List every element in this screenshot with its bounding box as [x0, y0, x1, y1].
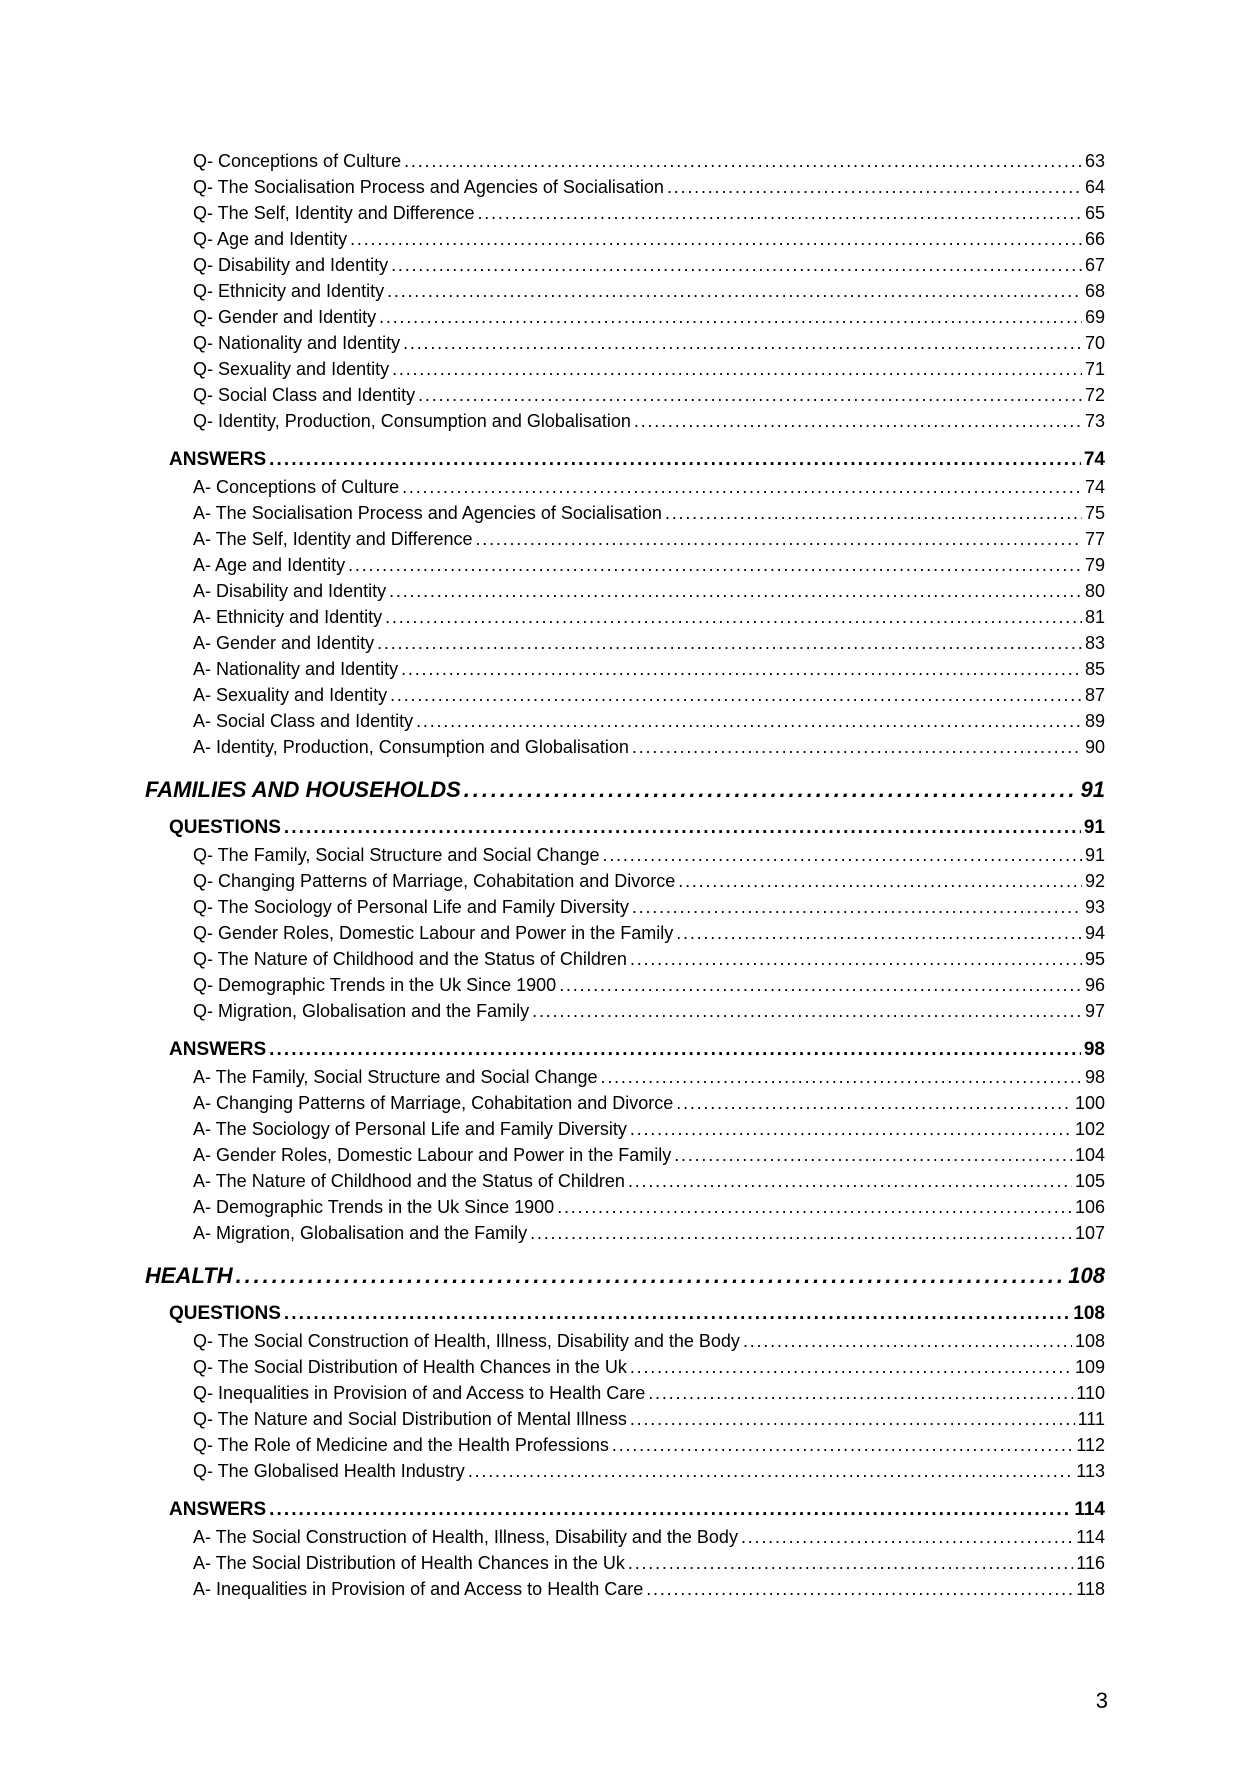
toc-page-number: 108	[1068, 1263, 1105, 1288]
toc-entry[interactable]	[145, 1328, 1105, 1354]
toc-title: Q- The Socialisation Process and Agencies of Socialisation	[193, 177, 664, 197]
toc-entry[interactable]	[145, 998, 1105, 1024]
toc-section-heading[interactable]	[145, 446, 1105, 474]
dot-leader	[389, 578, 1082, 604]
toc-title: A- Inequalities in Provision of and Access to Health Care	[193, 1579, 644, 1599]
dot-leader	[392, 356, 1082, 382]
dot-leader	[464, 774, 1078, 806]
toc-page-number: 68	[1084, 281, 1105, 301]
toc-section-heading[interactable]	[145, 1300, 1105, 1328]
toc-page-number: 98	[1084, 1067, 1105, 1087]
toc-page-number: 114	[1074, 1499, 1105, 1520]
toc-entry[interactable]	[145, 304, 1105, 330]
toc-entry[interactable]	[145, 278, 1105, 304]
toc-page-number: 110	[1076, 1383, 1105, 1403]
dot-leader	[403, 330, 1082, 356]
toc-title: A- Age and Identity	[193, 555, 346, 575]
dot-leader	[743, 1328, 1072, 1354]
toc-page-number: 64	[1084, 177, 1105, 197]
dot-leader	[269, 1036, 1081, 1064]
toc-title: Q- Identity, Production, Consumption and Globalisation	[193, 411, 631, 431]
dot-leader	[634, 408, 1082, 434]
toc-page-number: 66	[1084, 229, 1105, 249]
toc-page-number: 116	[1076, 1553, 1105, 1573]
dot-leader	[269, 1496, 1071, 1524]
toc-section-heading[interactable]	[145, 814, 1105, 842]
dot-leader	[478, 200, 1082, 226]
toc-title: A- Migration, Globalisation and the Family	[193, 1223, 528, 1243]
dot-leader	[678, 868, 1082, 894]
dot-leader	[404, 148, 1082, 174]
toc-entry[interactable]	[145, 526, 1105, 552]
dot-leader	[468, 1458, 1073, 1484]
toc-page-number: 106	[1074, 1197, 1105, 1217]
toc-page-number: 75	[1084, 503, 1105, 523]
toc-title: A- Conceptions of Culture	[193, 477, 400, 497]
dot-leader	[630, 1116, 1072, 1142]
toc-entry[interactable]	[145, 946, 1105, 972]
dot-leader	[630, 1406, 1075, 1432]
toc-section-heading[interactable]	[145, 1496, 1105, 1524]
toc-entry[interactable]	[145, 842, 1105, 868]
toc-page-number: 105	[1074, 1171, 1105, 1191]
toc-entry[interactable]	[145, 734, 1105, 760]
toc-title: A- Identity, Production, Consumption and Globalisation	[193, 737, 629, 757]
toc-title: Q- The Nature and Social Distribution of Mental Illness	[193, 1409, 627, 1429]
toc-page-number: 107	[1074, 1223, 1105, 1243]
dot-leader	[630, 1354, 1072, 1380]
toc-entry[interactable]	[145, 148, 1105, 174]
toc-title: FAMILIES AND HOUSEHOLDS	[145, 777, 461, 802]
toc-page-number: 113	[1076, 1461, 1105, 1481]
toc-entry[interactable]	[145, 894, 1105, 920]
dot-leader	[665, 500, 1082, 526]
toc-title: Q- Gender and Identity	[193, 307, 377, 327]
toc-page-number: 63	[1084, 151, 1105, 171]
dot-leader	[390, 682, 1082, 708]
toc-page-number: 77	[1084, 529, 1105, 549]
toc-page-number: 94	[1084, 923, 1105, 943]
toc-entry[interactable]	[145, 552, 1105, 578]
toc-title: QUESTIONS	[169, 817, 281, 838]
toc-page-number: 80	[1084, 581, 1105, 601]
dot-leader	[676, 1090, 1072, 1116]
toc-page-number: 83	[1084, 633, 1105, 653]
toc-entry[interactable]	[145, 1432, 1105, 1458]
toc-title: Q- The Social Construction of Health, Illness, Disability and the Body	[193, 1331, 740, 1351]
toc-entry[interactable]	[145, 1380, 1105, 1406]
dot-leader	[601, 1064, 1082, 1090]
toc-entry[interactable]	[145, 1458, 1105, 1484]
dot-leader	[418, 382, 1082, 408]
toc-title: Q- Demographic Trends in the Uk Since 1900	[193, 975, 557, 995]
toc-title: Q- Ethnicity and Identity	[193, 281, 385, 301]
dot-leader	[284, 814, 1081, 842]
toc-entry[interactable]	[145, 578, 1105, 604]
dot-leader	[385, 604, 1082, 630]
toc-page-number: 85	[1084, 659, 1105, 679]
dot-leader	[603, 842, 1082, 868]
toc-page-number: 81	[1084, 607, 1105, 627]
toc-page-number: 100	[1074, 1093, 1105, 1113]
dot-leader	[387, 278, 1082, 304]
toc-title: Q- Sexuality and Identity	[193, 359, 390, 379]
toc-page-number: 67	[1084, 255, 1105, 275]
dot-leader	[674, 1142, 1072, 1168]
toc-entry[interactable]	[145, 682, 1105, 708]
toc-entry[interactable]	[145, 1354, 1105, 1380]
toc-title: Q- The Globalised Health Industry	[193, 1461, 465, 1481]
toc-entry[interactable]	[145, 972, 1105, 998]
toc-title: Q- The Sociology of Personal Life and Family Diversity	[193, 897, 629, 917]
toc-entry[interactable]	[145, 356, 1105, 382]
toc-entry[interactable]	[145, 1550, 1105, 1576]
toc-page-number: 90	[1084, 737, 1105, 757]
toc-page-number: 102	[1074, 1119, 1105, 1139]
toc-page-number: 97	[1084, 1001, 1105, 1021]
toc-page-number: 65	[1084, 203, 1105, 223]
toc-title: A- The Self, Identity and Difference	[193, 529, 473, 549]
toc-entry[interactable]	[145, 920, 1105, 946]
toc-title: Q- Changing Patterns of Marriage, Cohabitation and Divorce	[193, 871, 676, 891]
toc-title: Q- The Social Distribution of Health Chances in the Uk	[193, 1357, 627, 1377]
toc-entry[interactable]	[145, 604, 1105, 630]
toc-entry[interactable]	[145, 474, 1105, 500]
dot-leader	[632, 734, 1082, 760]
dot-leader	[236, 1260, 1066, 1292]
toc-title: A- Changing Patterns of Marriage, Cohabitation and Divorce	[193, 1093, 674, 1113]
toc-page-number: 108	[1073, 1303, 1105, 1324]
toc-title: A- Gender Roles, Domestic Labour and Power in the Family	[193, 1145, 672, 1165]
toc-title: A- Demographic Trends in the Uk Since 1900	[193, 1197, 555, 1217]
dot-leader	[350, 226, 1082, 252]
toc-chapter-heading[interactable]	[145, 1260, 1105, 1292]
dot-leader	[741, 1524, 1073, 1550]
toc-page-number: 91	[1083, 817, 1105, 838]
toc-title: A- Gender and Identity	[193, 633, 375, 653]
dot-leader	[391, 252, 1082, 278]
toc-page-number: 71	[1084, 359, 1105, 379]
toc-page-number: 87	[1084, 685, 1105, 705]
toc-section-heading[interactable]	[145, 1036, 1105, 1064]
toc-entry[interactable]	[145, 1406, 1105, 1432]
table-of-contents	[145, 148, 1105, 1602]
toc-entry[interactable]	[145, 226, 1105, 252]
toc-page-number: 112	[1076, 1435, 1105, 1455]
toc-page-number: 73	[1084, 411, 1105, 431]
toc-page-number: 91	[1084, 845, 1105, 865]
dot-leader	[379, 304, 1082, 330]
dot-leader	[557, 1194, 1072, 1220]
toc-entry[interactable]	[145, 1090, 1105, 1116]
toc-title: A- Social Class and Identity	[193, 711, 414, 731]
toc-entry[interactable]	[145, 708, 1105, 734]
toc-title: A- The Family, Social Structure and Social Change	[193, 1067, 598, 1087]
toc-page-number: 72	[1084, 385, 1105, 405]
dot-leader	[612, 1432, 1073, 1458]
toc-title: Q- The Nature of Childhood and the Status of Children	[193, 949, 627, 969]
toc-entry[interactable]	[145, 1064, 1105, 1090]
dot-leader	[530, 1220, 1072, 1246]
toc-entry[interactable]	[145, 174, 1105, 200]
toc-title: Q- Nationality and Identity	[193, 333, 401, 353]
toc-title: Q- Age and Identity	[193, 229, 348, 249]
toc-entry[interactable]	[145, 1168, 1105, 1194]
toc-page-number: 93	[1084, 897, 1105, 917]
toc-title: Q- Disability and Identity	[193, 255, 389, 275]
toc-entry[interactable]	[145, 1116, 1105, 1142]
toc-page-number: 104	[1074, 1145, 1105, 1165]
toc-page-number: 114	[1076, 1527, 1105, 1547]
toc-title: Q- Migration, Globalisation and the Family	[193, 1001, 530, 1021]
toc-title: Q- The Role of Medicine and the Health Professions	[193, 1435, 609, 1455]
toc-page-number: 70	[1084, 333, 1105, 353]
toc-chapter-heading[interactable]	[145, 774, 1105, 806]
page-number: 3	[1095, 1688, 1108, 1713]
toc-title: Q- Inequalities in Provision of and Access to Health Care	[193, 1383, 646, 1403]
toc-page-number: 98	[1083, 1039, 1105, 1060]
toc-page-number: 74	[1084, 477, 1105, 497]
dot-leader	[628, 1168, 1072, 1194]
toc-entry[interactable]	[145, 1576, 1105, 1602]
toc-title: Q- Social Class and Identity	[193, 385, 416, 405]
toc-page-number: 95	[1084, 949, 1105, 969]
toc-title: A- Ethnicity and Identity	[193, 607, 383, 627]
dot-leader	[476, 526, 1082, 552]
toc-entry[interactable]	[145, 252, 1105, 278]
toc-title: Q- The Family, Social Structure and Social Change	[193, 845, 600, 865]
toc-title: ANSWERS	[169, 1499, 267, 1520]
toc-page-number: 89	[1084, 711, 1105, 731]
toc-title: A- The Social Distribution of Health Chances in the Uk	[193, 1553, 625, 1573]
toc-title: A- The Social Construction of Health, Illness, Disability and the Body	[193, 1527, 738, 1547]
toc-title: A- Sexuality and Identity	[193, 685, 388, 705]
dot-leader	[632, 894, 1082, 920]
toc-entry[interactable]	[145, 500, 1105, 526]
dot-leader	[348, 552, 1082, 578]
toc-entry[interactable]	[145, 1524, 1105, 1550]
dot-leader	[402, 474, 1082, 500]
dot-leader	[646, 1576, 1073, 1602]
toc-title: A- The Nature of Childhood and the Status of Children	[193, 1171, 625, 1191]
toc-title: Q- The Self, Identity and Difference	[193, 203, 475, 223]
toc-page-number: 96	[1084, 975, 1105, 995]
toc-page-number: 111	[1077, 1409, 1105, 1429]
toc-title: A- Disability and Identity	[193, 581, 387, 601]
dot-leader	[284, 1300, 1070, 1328]
toc-page-number: 69	[1084, 307, 1105, 327]
dot-leader	[401, 656, 1082, 682]
toc-title: A- Nationality and Identity	[193, 659, 399, 679]
toc-entry[interactable]	[145, 1194, 1105, 1220]
toc-title: HEALTH	[145, 1263, 233, 1288]
toc-title: A- The Socialisation Process and Agencies of Socialisation	[193, 503, 662, 523]
toc-entry[interactable]	[145, 1220, 1105, 1246]
toc-title: ANSWERS	[169, 449, 267, 470]
dot-leader	[559, 972, 1082, 998]
dot-leader	[377, 630, 1082, 656]
dot-leader	[676, 920, 1082, 946]
toc-entry[interactable]	[145, 200, 1105, 226]
dot-leader	[667, 174, 1082, 200]
toc-entry[interactable]	[145, 408, 1105, 434]
toc-page-number: 74	[1083, 449, 1105, 470]
toc-page-number: 108	[1074, 1331, 1105, 1351]
toc-page-number: 91	[1080, 777, 1105, 802]
toc-page-number: 118	[1076, 1579, 1105, 1599]
dot-leader	[628, 1550, 1073, 1576]
toc-entry[interactable]	[145, 630, 1105, 656]
toc-entry[interactable]	[145, 868, 1105, 894]
dot-leader	[532, 998, 1082, 1024]
toc-title: A- The Sociology of Personal Life and Family Diversity	[193, 1119, 627, 1139]
toc-entry[interactable]	[145, 382, 1105, 408]
dot-leader	[630, 946, 1082, 972]
toc-page-number: 109	[1074, 1357, 1105, 1377]
toc-entry[interactable]	[145, 656, 1105, 682]
dot-leader	[269, 446, 1081, 474]
toc-title: ANSWERS	[169, 1039, 267, 1060]
toc-page-number: 92	[1084, 871, 1105, 891]
dot-leader	[648, 1380, 1073, 1406]
toc-page-number: 79	[1084, 555, 1105, 575]
toc-entry[interactable]	[145, 330, 1105, 356]
toc-title: QUESTIONS	[169, 1303, 281, 1324]
toc-title: Q- Conceptions of Culture	[193, 151, 402, 171]
dot-leader	[416, 708, 1082, 734]
toc-title: Q- Gender Roles, Domestic Labour and Power in the Family	[193, 923, 674, 943]
toc-entry[interactable]	[145, 1142, 1105, 1168]
